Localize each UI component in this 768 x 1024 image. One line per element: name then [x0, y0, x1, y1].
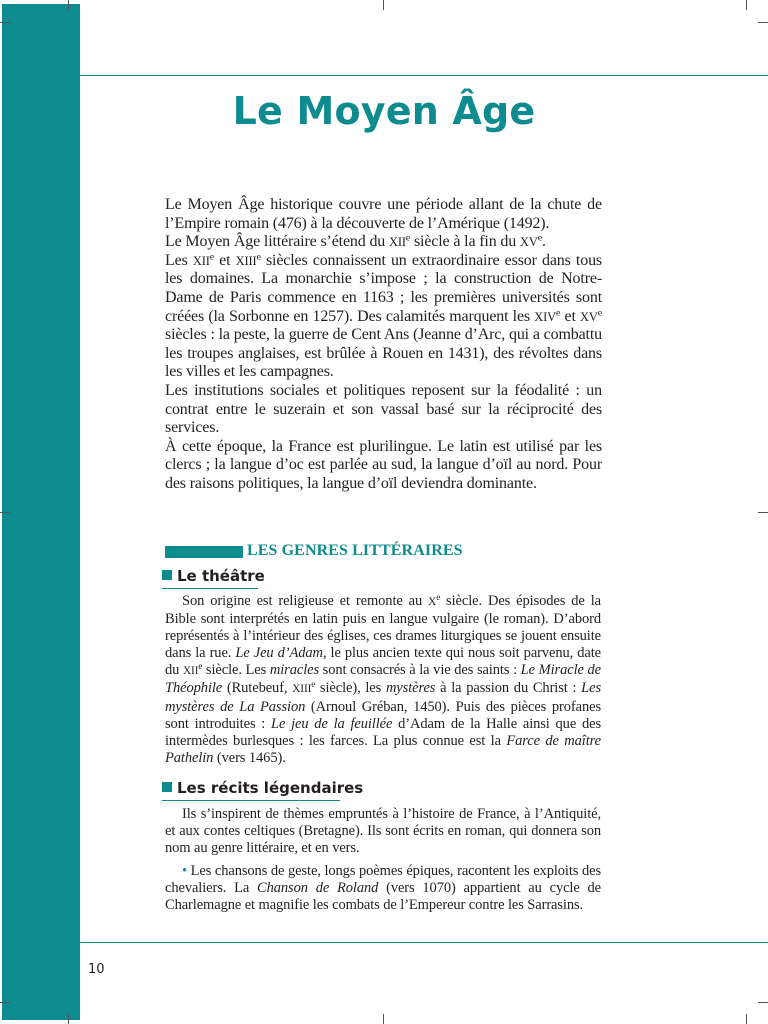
intro-paragraph: À cette époque, la France est plurilingue. Le latin est utilisé par les clercs ; la langue d’oc est parlée au sud, la langue d’oïl au nord. Pour des raisons politiques, la langue d’oïl deviendra dominante. — [165, 437, 602, 492]
intro-paragraph: Les XIIe et XIIIe siècles connaissent un extraordinaire essor dans tous les domaines. La monarchie s’impose ; la construction de Notre-Dame de Paris commence en 1163 ; les premières universités sont créées (la Sorbonne en 1257). Des calamités marquent les XIVe et XVe siècles : la peste, la guerre de Cent Ans (Jeanne d’Arc, qui a combattu les troupes anglaises, est brûlée à Rouen en 1431), des révoltes dans les villes et les campagnes. — [165, 251, 602, 381]
heading-underline — [162, 588, 258, 589]
recits-paragraph: • Les chansons de geste, longs poèmes épiques, racontent les exploits des chevaliers. La Chanson de Roland (vers 1070) appartient au cycle de Charlemagne et magnifie les combats de l’Empereur contre les Sarrasins. — [165, 863, 601, 914]
square-bullet-icon — [162, 782, 172, 792]
intro-paragraph: Le Moyen Âge historique couvre une période allant de la chute de l’Empire romain (476) à la découverte de l’Amérique (1492). — [165, 196, 602, 232]
heading-underline — [162, 800, 340, 801]
intro-paragraph: Les institutions sociales et politiques reposent sur la féodalité : un contrat entre le suzerain et son vassal basé sur la réciprocité des services. — [165, 381, 602, 437]
square-bullet-icon — [162, 570, 172, 580]
crop-mark — [0, 1002, 10, 1003]
intro-paragraph: Le Moyen Âge littéraire s’étend du XIIe siècle à la fin du XVe. — [165, 232, 546, 251]
recits-heading — [162, 779, 363, 798]
crop-mark — [383, 1014, 384, 1024]
recits-title: Les récits légendaires — [177, 779, 364, 797]
top-rule — [80, 75, 768, 76]
recits-text — [165, 806, 601, 915]
genres-title: LES GENRES LITTÉRAIRES — [247, 542, 463, 559]
crop-mark — [758, 22, 768, 23]
bottom-rule — [80, 942, 768, 943]
recits-paragraph: Ils s’inspirent de thèmes empruntés à l’histoire de France, à l’Antiquité, et aux contes celtiques (Bretagne). Ils sont écrits en roman, qui donnera son nom au genre littéraire, et en vers. — [165, 806, 601, 857]
page-title: Le Moyen Âge — [232, 89, 536, 133]
bullet-icon: • — [182, 863, 187, 880]
crop-mark — [0, 22, 10, 23]
crop-mark — [746, 0, 747, 10]
crop-mark — [383, 0, 384, 10]
theatre-title: Le théâtre — [177, 567, 265, 585]
crop-mark — [758, 1002, 768, 1003]
page-number: 10 — [88, 962, 105, 977]
crop-mark — [758, 512, 768, 513]
crop-mark — [68, 1014, 69, 1024]
theatre-paragraph: Son origine est religieuse et remonte au Xe siècle. Des épisodes de la Bible sont interprétés en latin puis en langue vulgaire (le roman). D’abord représentés à l’intérieur des églises, ces drames liturgiques se jouent ensuite dans la rue. Le Jeu d’Adam, le plus ancien texte qui nous soit parvenu, date du XIIe siècle. Les miracles sont consacrés à la vie des saints : Le Miracle de Théophile (Rutebeuf, XIIIe siècle), les mystères à la passion du Christ : Les mystères de La Passion (Arnoul Gréban, 1450). Puis des pièces profanes sont introduites : Le jeu de la feuillée d’Adam de la Halle ainsi que des intermèdes burlesques : les farces. La plus connue est la Farce de maître Pathelin (vers 1465). — [165, 592, 602, 766]
crop-mark — [68, 0, 69, 10]
section-bar — [165, 546, 243, 558]
crop-mark — [0, 512, 10, 513]
theatre-heading — [162, 567, 265, 586]
side-color-band — [2, 4, 80, 1020]
intro-text — [165, 196, 602, 494]
theatre-text — [165, 593, 601, 767]
crop-mark — [746, 1014, 747, 1024]
